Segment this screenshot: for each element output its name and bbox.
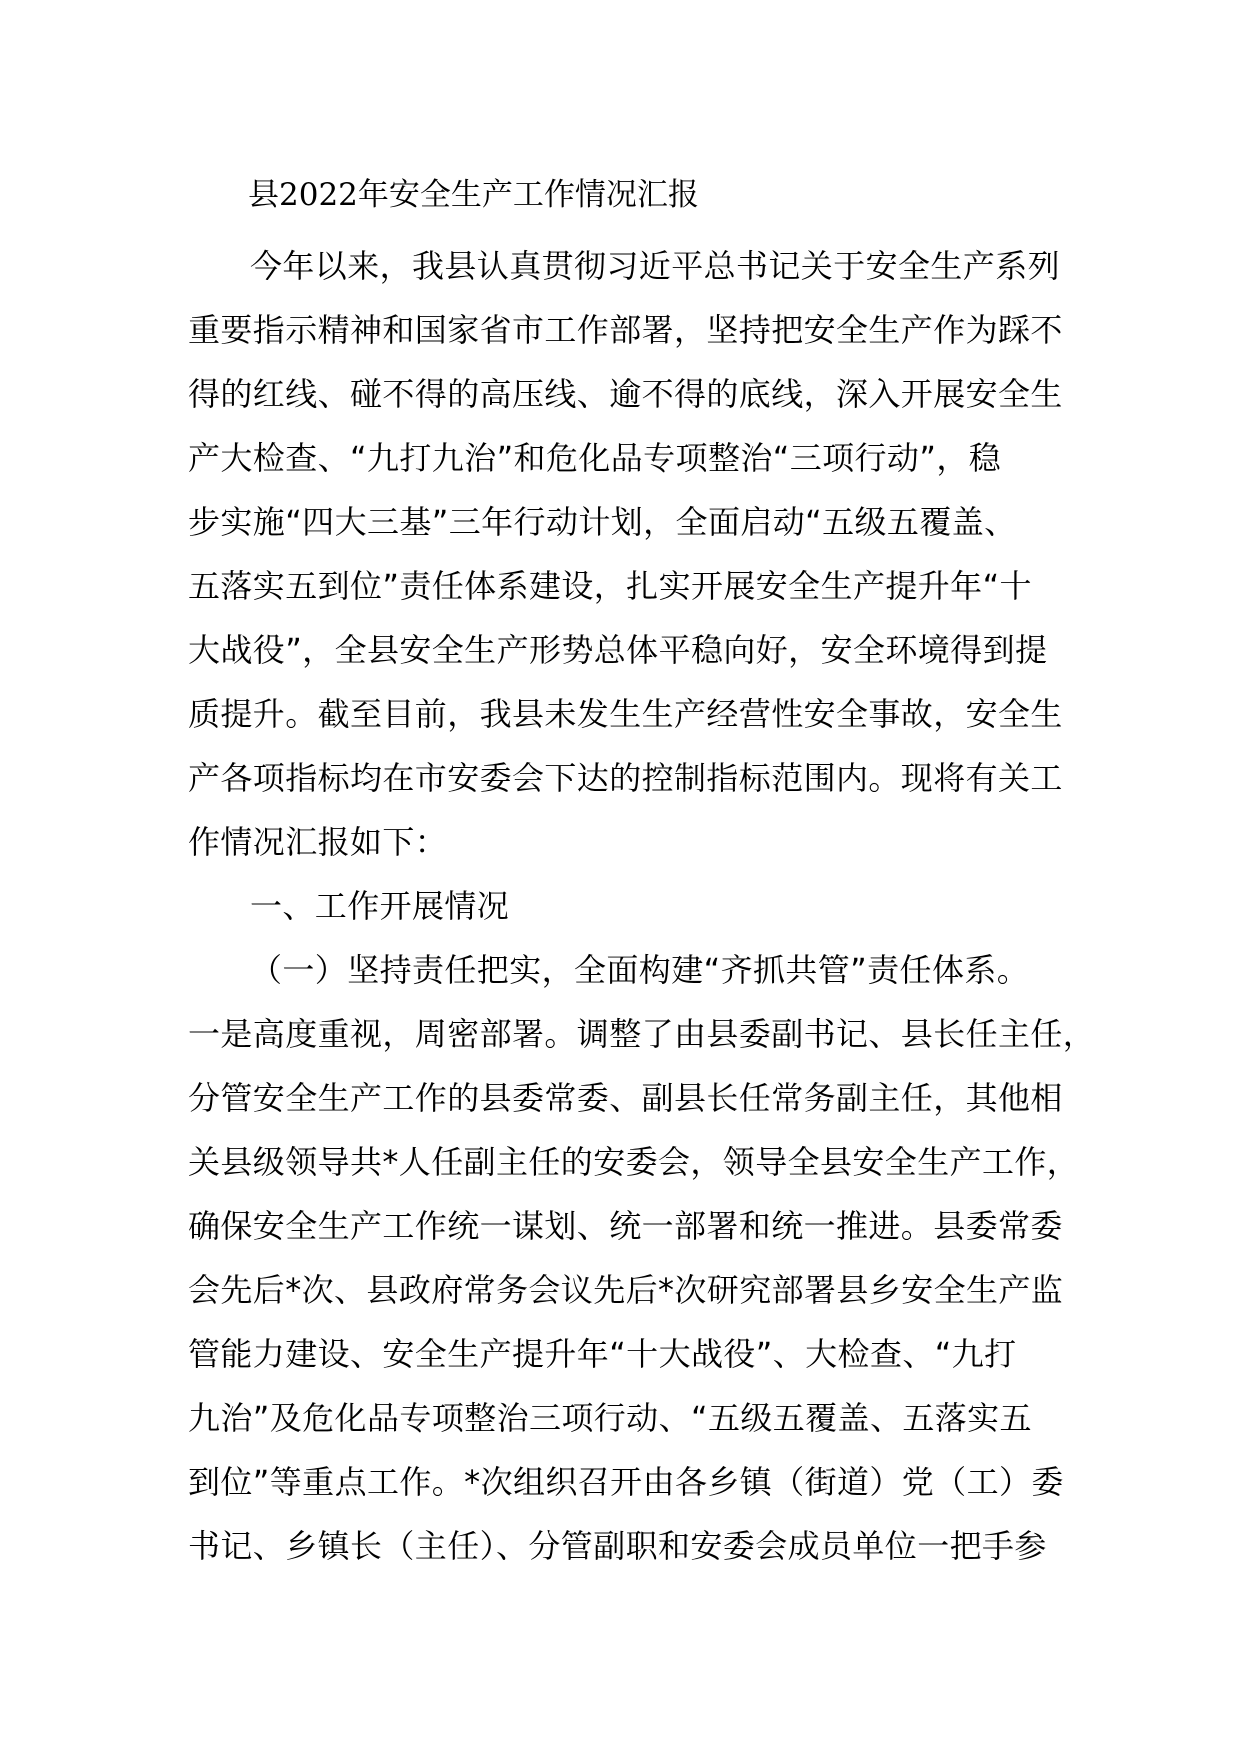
paragraph-line: 今年以来，我县认真贯彻习近平总书记关于安全生产系列 [250,247,1061,285]
paragraph-line: 作情况汇报如下： [188,823,448,861]
paragraph-line: 到位”等重点工作。*次组织召开由各乡镇（街道）党（工）委 [188,1463,1064,1501]
paragraph-line: 书记、乡镇长（主任）、分管副职和安委会成员单位一把手参 [188,1527,1047,1565]
subsection-heading: （一）坚持责任把实，全面构建“齐抓共管”责任体系。 [250,951,1030,989]
paragraph-line: 会先后*次、县政府常务会议先后*次研究部署县乡安全生产监 [188,1271,1064,1309]
paragraph-line: 产大检查、“九打九治”和危化品专项整治“三项行动”，稳 [188,439,1002,477]
paragraph-line: 大战役”，全县安全生产形势总体平稳向好，安全环境得到提 [188,631,1048,669]
paragraph-line: 管能力建设、安全生产提升年“十大战役”、大检查、“九打 [188,1335,1017,1373]
paragraph-line: 产各项指标均在市安委会下达的控制指标范围内。现将有关工 [188,759,1063,797]
paragraph-line: 步实施“四大三基”三年行动计划，全面启动“五级五覆盖、 [188,503,1017,541]
paragraph-line: 分管安全生产工作的县委常委、副县长任常务副主任，其他相 [188,1079,1063,1117]
document-title: 县2022年安全生产工作情况汇报 [248,177,699,213]
paragraph-line: 确保安全生产工作统一谋划、统一部署和统一推进。县委常委 [188,1207,1063,1245]
paragraph-line: 一是高度重视，周密部署。调整了由县委副书记、县长任主任， [188,1015,1096,1053]
section-heading: 一、工作开展情况 [250,887,510,925]
paragraph-line: 质提升。截至目前，我县未发生生产经营性安全事故，安全生 [188,695,1063,733]
paragraph-line: 得的红线、碰不得的高压线、逾不得的底线，深入开展安全生 [188,375,1063,413]
document-body [188,234,1096,1578]
paragraph-line: 九治”及危化品专项整治三项行动、“五级五覆盖、五落实五 [188,1399,1032,1437]
paragraph-line: 重要指示精神和国家省市工作部署，坚持把安全生产作为踩不 [188,311,1063,349]
paragraph-line: 五落实五到位”责任体系建设，扎实开展安全生产提升年“十 [188,567,1032,605]
paragraph-line: 关县级领导共*人任副主任的安委会，领导全县安全生产工作， [188,1143,1080,1181]
